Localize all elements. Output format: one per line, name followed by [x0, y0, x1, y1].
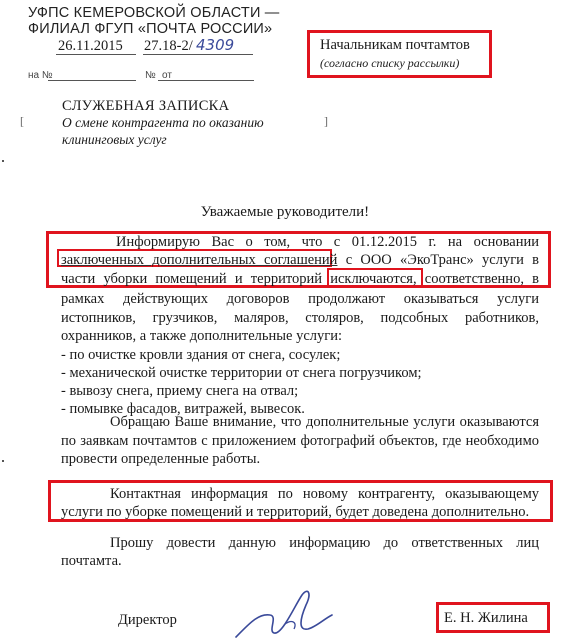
paragraph1-line2-rest: с ООО «ЭкоТранс» услуги в: [345, 252, 539, 268]
paragraph1-line6: охранников, а также дополнительные услуги:: [61, 328, 342, 344]
paragraph1-line3-end: соответственно, в: [424, 271, 539, 287]
reply-to-line: [48, 80, 136, 81]
document-ref-number: 27.18-2/: [144, 38, 193, 54]
paragraph1-line3: [61, 271, 539, 288]
signatory-name: Е. Н. Жилина: [444, 610, 528, 626]
signature-scribble: [228, 585, 338, 639]
org-name-line1: УФПС КЕМЕРОВСКОЙ ОБЛАСТИ —: [28, 5, 280, 21]
list-item: - вывозу снега, приему снега на отвал;: [61, 383, 299, 399]
paragraph1-line1: Информирую Вас о том, что с 01.12.2015 г. на основании: [116, 234, 539, 250]
paragraph3-line2: услуги по уборке помещений и территорий, будет доведена дополнительно.: [61, 504, 530, 520]
scan-dot: [2, 460, 4, 462]
memo-subject-line1: О смене контрагента по оказанию: [62, 115, 264, 130]
paragraph4-line2: почтамта.: [61, 553, 122, 569]
list-item: - механической очистке территории от снега погрузчиком;: [61, 365, 422, 381]
subject-bracket-left: [: [20, 114, 24, 128]
ref-underline: [143, 54, 253, 55]
paragraph2-line1: Обращаю Ваше внимание, что дополнительные услуги оказываются: [110, 414, 539, 430]
paragraph1-line5: истопников, грузчиков, маляров, столяров, подсобных работников,: [61, 310, 539, 326]
list-item: - помывке фасадов, витражей, вывесок.: [61, 401, 305, 417]
paragraph1-line2: [61, 252, 539, 269]
paragraph1-excluded-word: исключаются,: [330, 271, 417, 287]
date-underline: [56, 54, 136, 55]
subject-bracket-right: ]: [324, 114, 328, 128]
salutation: Уважаемые руководители!: [200, 204, 370, 220]
reply-from-line: [182, 80, 254, 81]
paragraph4-line1: Прошу довести данную информацию до ответственных лиц: [110, 535, 539, 551]
list-item: - по очистке кровли здания от снега, сосулек;: [61, 347, 341, 363]
paragraph2-line3: провести определенные работы.: [61, 451, 261, 467]
paragraph2-line2: по заявкам почтамтов с приложением фотографий объектов, где необходимо: [61, 433, 539, 449]
paragraph1-agreements-phrase: заключенных дополнительных соглашений: [61, 252, 338, 268]
paragraph3-line1: Контактная информация по новому контрагенту, оказывающему: [110, 486, 539, 502]
scan-dot: [2, 160, 4, 162]
recipient-subtitle: (согласно списку рассылки): [320, 56, 460, 70]
memo-subject-line2: клининговых услуг: [62, 132, 167, 147]
reply-number-sign: №: [145, 70, 156, 81]
signatory-position: Директор: [118, 612, 177, 628]
reply-from-label: от: [162, 70, 172, 81]
handwritten-ref-number: 4309: [196, 36, 235, 54]
paragraph1-line4: рамках действующих договоров продолжают оказываться услуги: [61, 291, 539, 307]
reply-to-label: на №: [28, 70, 53, 81]
org-name-line2: ФИЛИАЛ ФГУП «ПОЧТА РОССИИ»: [28, 21, 273, 37]
paragraph1-line3-start: части уборки помещений и территорий: [61, 271, 322, 287]
memo-type: СЛУЖЕБНАЯ ЗАПИСКА: [62, 98, 230, 114]
document-date: 26.11.2015: [58, 38, 123, 54]
recipient-title: Начальникам почтамтов: [320, 37, 470, 53]
